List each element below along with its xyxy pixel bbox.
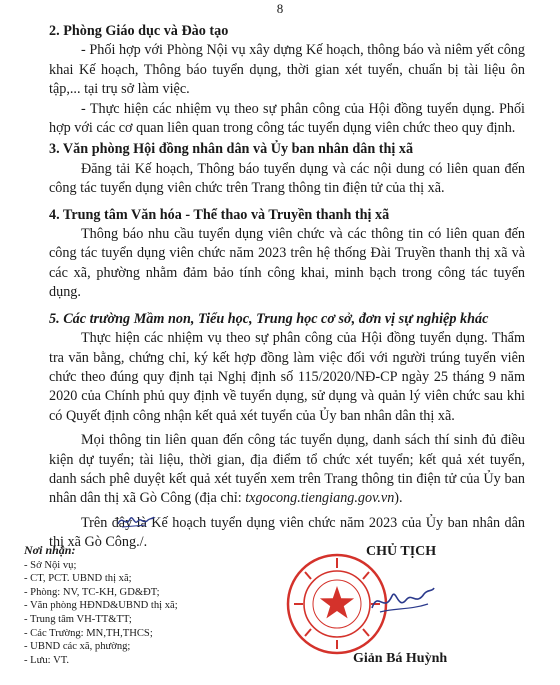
recipient-item: - Lưu: VT. [24,654,70,666]
recipient-item: - Phòng: NV, TC-KH, GD&ĐT; [24,586,160,598]
section-heading-4: 4. Trung tâm Văn hóa - Thể thao và Truyền thanh thị xã [49,206,390,223]
recipient-item: - CT, PCT. UBND thị xã; [24,573,132,585]
recipient-item: - Văn phòng HĐND&UBND thị xã; [24,600,178,612]
closing-paragraph: Trên đây là Kế hoạch tuyển dụng viên chức năm 2023 của Ủy ban nhân dân thị xã Gò Công./. [49,514,525,551]
handwritten-signature [368,580,438,620]
section-2-paragraph-2: - Thực hiện các nhiệm vụ theo sự phân công của Hội đồng tuyển dụng. Phối hợp với các cơ quan liên quan trong công tác tuyển dụng viên chức theo quy định. [49,100,525,137]
information-paragraph [49,431,525,509]
page-number: 8 [276,1,284,16]
recipient-item: - Trung tâm VH-TT&TT; [24,613,132,625]
signer-name: Giản Bá Huỳnh [353,651,448,666]
recipient-item: - Các Trường: MN,TH,THCS; [24,627,153,639]
section-4-paragraph: Thông báo nhu cầu tuyển dụng viên chức và các thông tin có liên quan đến công tác tuyển dụng viên chức năm 2023 trên hệ thống Đài Truyền thanh thị xã và các xã, phường nhằm đảm bảo tính công khai, minh bạch trong công tác tuyển dụng. [49,226,525,301]
initial-signature-mark [116,510,156,532]
information-text: Mọi thông tin liên quan đến công tác tuyển dụng, danh sách thí sinh đủ điều kiện dự tuyển; tài liệu, thời gian, địa điểm tổ chức xét tuyển; kết quả xét tuyển, danh sách phê duyệt kết quả xét tuyển xem trên Trang thông tin điện tử của Ủy ban nhân dân thị xã Gò Công (địa chỉ: [49,432,525,507]
website-address: txgocong.tiengiang.gov.vn [245,490,395,507]
section-heading-2: 2. Phòng Giáo dục và Đào tạo [49,23,229,39]
document-body [49,20,525,553]
recipient-item: - Sở Nội vụ; [24,559,77,571]
section-5-paragraph: Thực hiện các nhiệm vụ theo sự phân công của Hội đồng tuyển dụng. Thẩm tra văn bằng, chứng chỉ, ký kết hợp đồng làm việc đối với người trúng tuyển viên chức theo đúng quy định tại Nghị định số 115/2020/NĐ-CP ngày 25 tháng 9 năm 2020 của Chính phủ quy định về tuyển dụng, sử dụng và quản lý viên chức sau khi có Quyết định công nhận kết quả xét tuyển của Ủy ban nhân dân thị xã. [49,330,525,424]
section-heading-5: 5. Các trường Mầm non, Tiểu học, Trung học cơ sở, đơn vị sự nghiệp khác [49,310,489,327]
recipient-item: - UBND các xã, phường; [24,641,131,653]
section-2-paragraph-1: - Phối hợp với Phòng Nội vụ xây dựng Kế hoạch, thông báo và niêm yết công khai Kế hoạch, Thông báo tuyển dụng, thời gian xét tuyển, chuẩn bị tài liệu ôn tập,... tại trụ sở làm việc. [49,42,525,98]
signer-title: CHỦ TỊCH [366,544,437,559]
section-3-paragraph: Đăng tải Kế hoạch, Thông báo tuyển dụng và các nội dung có liên quan đến công tác tuyển dụng viên chức trên Trang thông tin điện tử của thị xã. [49,160,525,197]
section-heading-3: 3. Văn phòng Hội đồng nhân dân và Ủy ban nhân dân thị xã [49,141,414,158]
recipients-list [24,544,178,667]
recipients-heading: Nơi nhận: [24,543,76,557]
information-text-end: ). [394,490,403,507]
